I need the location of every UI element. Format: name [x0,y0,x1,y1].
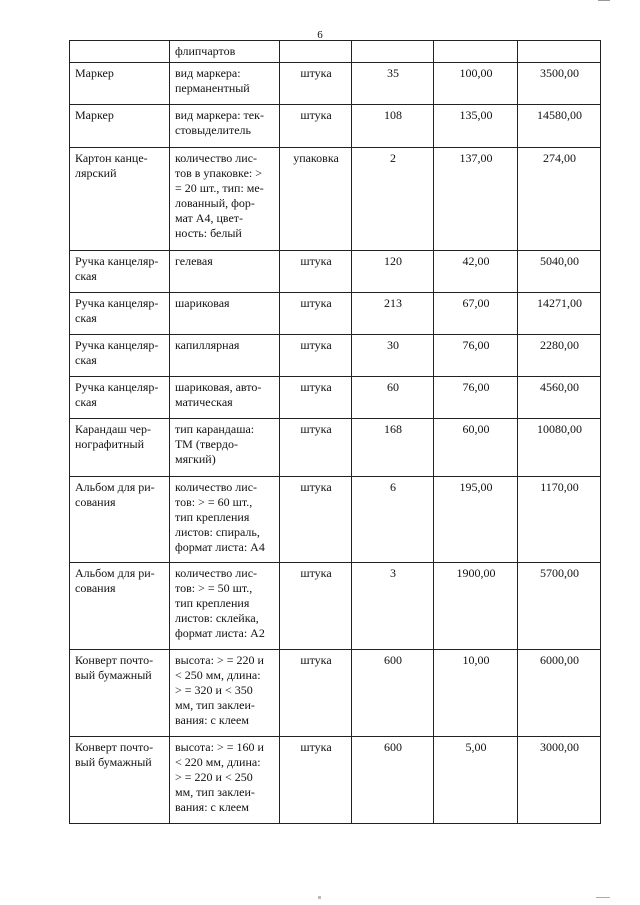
total-cell [518,41,601,63]
total-cell: 4560,00 [518,377,601,419]
quantity-cell: 30 [352,335,434,377]
total-cell: 5040,00 [518,251,601,293]
price-cell: 100,00 [434,63,518,105]
unit-cell: штука [280,251,352,293]
total-cell: 5700,00 [518,563,601,650]
table-row [70,563,601,650]
item-name-cell: Конверт почто- вый бумажный [70,737,170,824]
characteristics-cell: высота: > = 220 и < 250 мм, длина: > = 320 и < 350 мм, тип заклеи- вания: с клеем [170,650,280,737]
item-name-cell: Карандаш чер- нографитный [70,419,170,477]
price-cell: 42,00 [434,251,518,293]
characteristics-cell: капиллярная [170,335,280,377]
characteristics-cell: вид маркера: тек- стовыделитель [170,105,280,148]
characteristics-cell: флипчартов [170,41,280,63]
item-name-cell: Конверт почто- вый бумажный [70,650,170,737]
item-name-cell: Альбом для ри- сования [70,563,170,650]
characteristics-cell: количество лис- тов: > = 50 шт., тип крепления листов: склейка, формат листа: А2 [170,563,280,650]
table-body [70,41,601,824]
price-cell: 10,00 [434,650,518,737]
total-cell: 2280,00 [518,335,601,377]
price-cell: 135,00 [434,105,518,148]
item-name-cell: Ручка канцеляр- ская [70,251,170,293]
unit-cell: упаковка [280,148,352,251]
table-row [70,63,601,105]
unit-cell: штука [280,293,352,335]
price-cell: 76,00 [434,377,518,419]
characteristics-cell: шариковая, авто- матическая [170,377,280,419]
table-row [70,419,601,477]
item-name-cell: Ручка канцеляр- ская [70,377,170,419]
quantity-cell: 2 [352,148,434,251]
item-name-cell: Ручка канцеляр- ская [70,293,170,335]
quantity-cell: 3 [352,563,434,650]
total-cell: 6000,00 [518,650,601,737]
price-cell: 67,00 [434,293,518,335]
table-row [70,650,601,737]
table-row [70,377,601,419]
characteristics-cell: вид маркера: перманентный [170,63,280,105]
unit-cell: штука [280,737,352,824]
unit-cell: штука [280,563,352,650]
unit-cell: штука [280,477,352,563]
price-cell: 137,00 [434,148,518,251]
quantity-cell: 108 [352,105,434,148]
total-cell: 14271,00 [518,293,601,335]
table-row [70,41,601,63]
item-name-cell: Маркер [70,105,170,148]
price-cell: 76,00 [434,335,518,377]
unit-cell: штука [280,335,352,377]
quantity-cell: 35 [352,63,434,105]
unit-cell: штука [280,63,352,105]
quantity-cell [352,41,434,63]
unit-cell [280,41,352,63]
quantity-cell: 600 [352,737,434,824]
total-cell: 10080,00 [518,419,601,477]
scan-dot [318,896,321,899]
characteristics-cell: тип карандаша: ТМ (твердо- мягкий) [170,419,280,477]
table-row [70,477,601,563]
total-cell: 274,00 [518,148,601,251]
goods-table [69,40,601,824]
item-name-cell: Альбом для ри- сования [70,477,170,563]
price-cell: 1900,00 [434,563,518,650]
table-row [70,148,601,251]
price-cell [434,41,518,63]
item-name-cell: Ручка канцеляр- ская [70,335,170,377]
total-cell: 3500,00 [518,63,601,105]
price-cell: 195,00 [434,477,518,563]
characteristics-cell: гелевая [170,251,280,293]
item-name-cell: Картон канце- лярский [70,148,170,251]
quantity-cell: 6 [352,477,434,563]
page-number: 6 [317,29,323,41]
unit-cell: штука [280,377,352,419]
item-name-cell [70,41,170,63]
table-row [70,335,601,377]
quantity-cell: 60 [352,377,434,419]
total-cell: 14580,00 [518,105,601,148]
table-row [70,105,601,148]
price-cell: 60,00 [434,419,518,477]
quantity-cell: 600 [352,650,434,737]
corner-mark [598,0,610,2]
table-row [70,251,601,293]
characteristics-cell: количество лис- тов: > = 60 шт., тип крепления листов: спираль, формат листа: А4 [170,477,280,563]
quantity-cell: 213 [352,293,434,335]
characteristics-cell: высота: > = 160 и < 220 мм, длина: > = 220 и < 250 мм, тип заклеи- вания: с клеем [170,737,280,824]
total-cell: 1170,00 [518,477,601,563]
quantity-cell: 120 [352,251,434,293]
price-cell: 5,00 [434,737,518,824]
item-name-cell: Маркер [70,63,170,105]
unit-cell: штука [280,419,352,477]
characteristics-cell: количество лис- тов в упаковке: > = 20 шт., тип: ме- лованный, фор- мат А4, цвет- ность: белый [170,148,280,251]
quantity-cell: 168 [352,419,434,477]
characteristics-cell: шариковая [170,293,280,335]
unit-cell: штука [280,105,352,148]
table-row [70,737,601,824]
corner-mark-bottom [596,897,610,899]
unit-cell: штука [280,650,352,737]
total-cell: 3000,00 [518,737,601,824]
table-row [70,293,601,335]
